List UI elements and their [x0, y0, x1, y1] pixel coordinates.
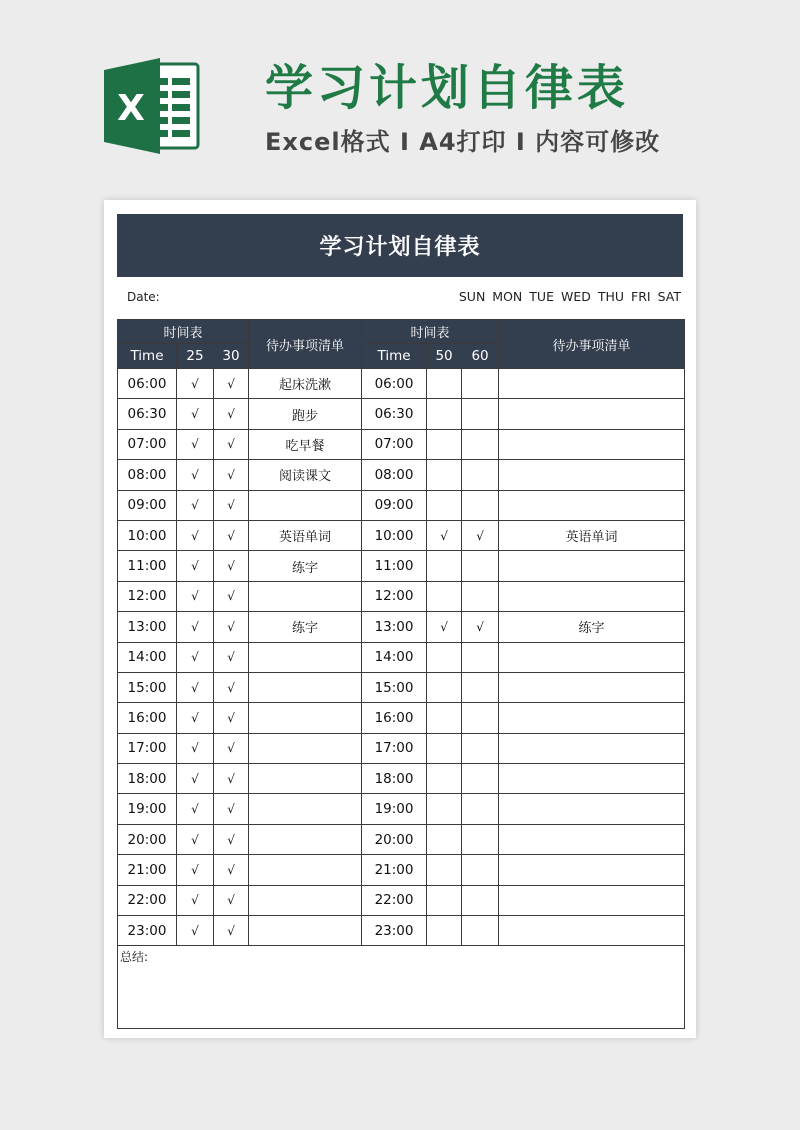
table-row — [118, 460, 685, 490]
todo-right-cell[interactable]: 英语单词 — [499, 520, 685, 550]
todo-right-cell[interactable] — [499, 642, 685, 672]
time-cell[interactable]: 12:00 — [118, 581, 177, 611]
check-25-cell[interactable]: √ — [177, 399, 214, 429]
check-25-cell[interactable]: √ — [177, 642, 214, 672]
time-right-cell[interactable]: 07:00 — [362, 429, 427, 459]
check-50-cell[interactable]: √ — [427, 612, 462, 642]
time-right-cell[interactable]: 09:00 — [362, 490, 427, 520]
check-30-cell[interactable]: √ — [214, 703, 249, 733]
weekday-sat[interactable]: SAT — [657, 289, 681, 304]
check-50-cell[interactable] — [427, 429, 462, 459]
check-60-cell[interactable] — [462, 581, 499, 611]
time-right-cell[interactable]: 12:00 — [362, 581, 427, 611]
table-row — [118, 581, 685, 611]
check-30-cell[interactable]: √ — [214, 520, 249, 550]
check-25-cell[interactable]: √ — [177, 824, 214, 854]
check-25-cell[interactable]: √ — [177, 672, 214, 702]
table-row — [118, 612, 685, 642]
check-60-cell[interactable] — [462, 855, 499, 885]
time-cell[interactable]: 15:00 — [118, 672, 177, 702]
time-cell[interactable]: 08:00 — [118, 460, 177, 490]
check-50-cell[interactable] — [427, 672, 462, 702]
check-60-cell[interactable] — [462, 703, 499, 733]
time-cell[interactable]: 14:00 — [118, 642, 177, 672]
todo-left-cell[interactable]: 英语单词 — [249, 520, 362, 550]
check-25-cell[interactable]: √ — [177, 916, 214, 946]
todo-left-cell[interactable]: 跑步 — [249, 399, 362, 429]
table-row — [118, 642, 685, 672]
check-30-cell[interactable]: √ — [214, 399, 249, 429]
time-cell[interactable]: 06:00 — [118, 369, 177, 399]
time-right-cell[interactable]: 14:00 — [362, 642, 427, 672]
check-50-cell[interactable] — [427, 794, 462, 824]
check-60-cell[interactable] — [462, 794, 499, 824]
todo-left-cell[interactable] — [249, 672, 362, 702]
time-right-cell[interactable]: 19:00 — [362, 794, 427, 824]
todo-left-cell[interactable] — [249, 733, 362, 763]
time-cell[interactable]: 10:00 — [118, 520, 177, 550]
time-right-cell[interactable]: 06:30 — [362, 399, 427, 429]
time-cell[interactable]: 22:00 — [118, 885, 177, 915]
time-cell[interactable]: 19:00 — [118, 794, 177, 824]
check-50-cell[interactable] — [427, 581, 462, 611]
time-right-cell[interactable]: 08:00 — [362, 460, 427, 490]
check-30-cell[interactable]: √ — [214, 612, 249, 642]
check-50-cell[interactable] — [427, 460, 462, 490]
check-30-cell[interactable]: √ — [214, 551, 249, 581]
todo-right-cell[interactable] — [499, 581, 685, 611]
table-row — [118, 490, 685, 520]
summary-label: 总结: — [120, 950, 149, 965]
check-50-cell[interactable] — [427, 642, 462, 672]
check-25-cell[interactable]: √ — [177, 794, 214, 824]
banner-title: 学习计划自律表 — [265, 60, 630, 116]
check-30-cell[interactable]: √ — [214, 369, 249, 399]
todo-right-cell[interactable] — [499, 764, 685, 794]
todo-right-cell[interactable] — [499, 490, 685, 520]
todo-right-cell[interactable] — [499, 733, 685, 763]
check-25-cell[interactable]: √ — [177, 460, 214, 490]
time-cell[interactable]: 21:00 — [118, 855, 177, 885]
check-30-cell[interactable]: √ — [214, 885, 249, 915]
check-30-cell[interactable]: √ — [214, 794, 249, 824]
check-25-cell[interactable]: √ — [177, 581, 214, 611]
check-50-cell[interactable] — [427, 885, 462, 915]
check-60-cell[interactable] — [462, 369, 499, 399]
table-row — [118, 520, 685, 550]
table-row — [118, 824, 685, 854]
check-30-cell[interactable]: √ — [214, 581, 249, 611]
check-50-cell[interactable] — [427, 824, 462, 854]
check-25-cell[interactable]: √ — [177, 733, 214, 763]
banner-subtitle: Excel格式 I A4打印 I 内容可修改 — [265, 128, 661, 156]
check-50-cell[interactable] — [427, 916, 462, 946]
table-row — [118, 429, 685, 459]
table-row — [118, 916, 685, 946]
todo-right-cell[interactable] — [499, 399, 685, 429]
check-30-cell[interactable]: √ — [214, 672, 249, 702]
time-right-cell[interactable]: 06:00 — [362, 369, 427, 399]
check-50-cell[interactable] — [427, 490, 462, 520]
todo-left-cell[interactable]: 练字 — [249, 551, 362, 581]
todo-right-cell[interactable]: 练字 — [499, 612, 685, 642]
table-row — [118, 369, 685, 399]
table-row — [118, 885, 685, 915]
right-group-header: 时间表 — [362, 320, 499, 344]
time-cell[interactable]: 23:00 — [118, 916, 177, 946]
time-right-cell[interactable]: 20:00 — [362, 824, 427, 854]
time-cell[interactable]: 17:00 — [118, 733, 177, 763]
todo-left-cell[interactable] — [249, 581, 362, 611]
table-row — [118, 672, 685, 702]
check-30-cell[interactable]: √ — [214, 490, 249, 520]
check-30-cell[interactable]: √ — [214, 916, 249, 946]
check-30-cell[interactable]: √ — [214, 733, 249, 763]
check-50-cell[interactable] — [427, 551, 462, 581]
check-25-cell[interactable]: √ — [177, 612, 214, 642]
time-right-cell[interactable]: 15:00 — [362, 672, 427, 702]
time-cell[interactable]: 13:00 — [118, 612, 177, 642]
time-cell[interactable]: 20:00 — [118, 824, 177, 854]
time-right-cell[interactable]: 10:00 — [362, 520, 427, 550]
check-25-cell[interactable]: √ — [177, 703, 214, 733]
check-60-cell[interactable]: √ — [462, 520, 499, 550]
todo-right-cell[interactable] — [499, 369, 685, 399]
col-60-header: 60 — [462, 344, 499, 369]
left-todo-header: 待办事项清单 — [249, 320, 362, 369]
weekday-thu[interactable]: THU — [597, 289, 625, 304]
time-cell[interactable]: 18:00 — [118, 764, 177, 794]
col-25-header: 25 — [177, 344, 214, 369]
todo-left-cell[interactable]: 起床洗漱 — [249, 369, 362, 399]
check-30-cell[interactable]: √ — [214, 460, 249, 490]
excel-logo-icon — [104, 58, 202, 154]
weekday-sun[interactable]: SUN — [458, 289, 486, 304]
time-cell[interactable]: 07:00 — [118, 429, 177, 459]
weekday-list — [459, 289, 681, 304]
promo-banner — [0, 0, 800, 200]
check-60-cell[interactable] — [462, 460, 499, 490]
check-60-cell[interactable] — [462, 824, 499, 854]
check-25-cell[interactable]: √ — [177, 885, 214, 915]
check-30-cell[interactable]: √ — [214, 429, 249, 459]
time-right-cell[interactable]: 16:00 — [362, 703, 427, 733]
check-60-cell[interactable] — [462, 642, 499, 672]
check-50-cell[interactable] — [427, 733, 462, 763]
todo-left-cell[interactable]: 吃早餐 — [249, 429, 362, 459]
time-cell[interactable]: 09:00 — [118, 490, 177, 520]
todo-right-cell[interactable] — [499, 672, 685, 702]
todo-left-cell[interactable] — [249, 824, 362, 854]
check-25-cell[interactable]: √ — [177, 429, 214, 459]
check-30-cell[interactable]: √ — [214, 855, 249, 885]
time-right-cell[interactable]: 13:00 — [362, 612, 427, 642]
check-50-cell[interactable]: √ — [427, 520, 462, 550]
table-row — [118, 703, 685, 733]
left-time-header: Time — [118, 344, 177, 369]
todo-left-cell[interactable] — [249, 490, 362, 520]
time-cell[interactable]: 11:00 — [118, 551, 177, 581]
todo-right-cell[interactable] — [499, 794, 685, 824]
todo-right-cell[interactable] — [499, 916, 685, 946]
todo-right-cell[interactable] — [499, 824, 685, 854]
weekday-mon[interactable]: MON — [492, 289, 523, 304]
todo-right-cell[interactable] — [499, 460, 685, 490]
check-60-cell[interactable]: √ — [462, 612, 499, 642]
todo-right-cell[interactable] — [499, 885, 685, 915]
todo-left-cell[interactable]: 阅读课文 — [249, 460, 362, 490]
time-right-cell[interactable]: 23:00 — [362, 916, 427, 946]
time-right-cell[interactable]: 17:00 — [362, 733, 427, 763]
time-right-cell[interactable]: 21:00 — [362, 855, 427, 885]
check-50-cell[interactable] — [427, 703, 462, 733]
todo-left-cell[interactable] — [249, 794, 362, 824]
weekday-tue[interactable]: TUE — [529, 289, 554, 304]
left-group-header: 时间表 — [118, 320, 249, 344]
check-60-cell[interactable] — [462, 429, 499, 459]
check-25-cell[interactable]: √ — [177, 490, 214, 520]
sheet-title: 学习计划自律表 — [117, 214, 683, 277]
weekday-wed[interactable]: WED — [560, 289, 591, 304]
table-row — [118, 551, 685, 581]
check-60-cell[interactable] — [462, 490, 499, 520]
col-50-header: 50 — [427, 344, 462, 369]
time-right-cell[interactable]: 11:00 — [362, 551, 427, 581]
check-25-cell[interactable]: √ — [177, 855, 214, 885]
table-row — [118, 855, 685, 885]
check-60-cell[interactable] — [462, 672, 499, 702]
todo-left-cell[interactable]: 练字 — [249, 612, 362, 642]
table-row — [118, 399, 685, 429]
time-right-cell[interactable]: 18:00 — [362, 764, 427, 794]
worksheet-page — [104, 200, 696, 1038]
right-time-header: Time — [362, 344, 427, 369]
check-25-cell[interactable]: √ — [177, 551, 214, 581]
check-60-cell[interactable] — [462, 916, 499, 946]
check-25-cell[interactable]: √ — [177, 369, 214, 399]
schedule-rows — [118, 369, 685, 946]
check-60-cell[interactable] — [462, 885, 499, 915]
check-60-cell[interactable] — [462, 551, 499, 581]
table-row — [118, 764, 685, 794]
todo-right-cell[interactable] — [499, 429, 685, 459]
check-25-cell[interactable]: √ — [177, 520, 214, 550]
col-30-header: 30 — [214, 344, 249, 369]
check-60-cell[interactable] — [462, 399, 499, 429]
todo-left-cell[interactable] — [249, 885, 362, 915]
check-30-cell[interactable]: √ — [214, 642, 249, 672]
excel-logo-letter: X — [117, 88, 145, 129]
todo-left-cell[interactable] — [249, 642, 362, 672]
right-todo-header: 待办事项清单 — [499, 320, 685, 369]
todo-right-cell[interactable] — [499, 855, 685, 885]
summary-cell[interactable] — [118, 946, 685, 1029]
table-row — [118, 733, 685, 763]
weekday-fri[interactable]: FRI — [631, 289, 651, 304]
time-cell[interactable]: 06:30 — [118, 399, 177, 429]
todo-left-cell[interactable] — [249, 764, 362, 794]
todo-right-cell[interactable] — [499, 551, 685, 581]
check-50-cell[interactable] — [427, 855, 462, 885]
check-50-cell[interactable] — [427, 764, 462, 794]
check-25-cell[interactable]: √ — [177, 764, 214, 794]
todo-right-cell[interactable] — [499, 703, 685, 733]
todo-left-cell[interactable] — [249, 916, 362, 946]
check-50-cell[interactable] — [427, 399, 462, 429]
table-row — [118, 794, 685, 824]
date-label: Date: — [127, 290, 160, 304]
time-right-cell[interactable]: 22:00 — [362, 885, 427, 915]
schedule-table — [117, 319, 685, 1029]
time-cell[interactable]: 16:00 — [118, 703, 177, 733]
todo-left-cell[interactable] — [249, 855, 362, 885]
date-row — [117, 286, 683, 310]
check-60-cell[interactable] — [462, 764, 499, 794]
check-60-cell[interactable] — [462, 733, 499, 763]
check-30-cell[interactable]: √ — [214, 824, 249, 854]
todo-left-cell[interactable] — [249, 703, 362, 733]
check-30-cell[interactable]: √ — [214, 764, 249, 794]
check-50-cell[interactable] — [427, 369, 462, 399]
